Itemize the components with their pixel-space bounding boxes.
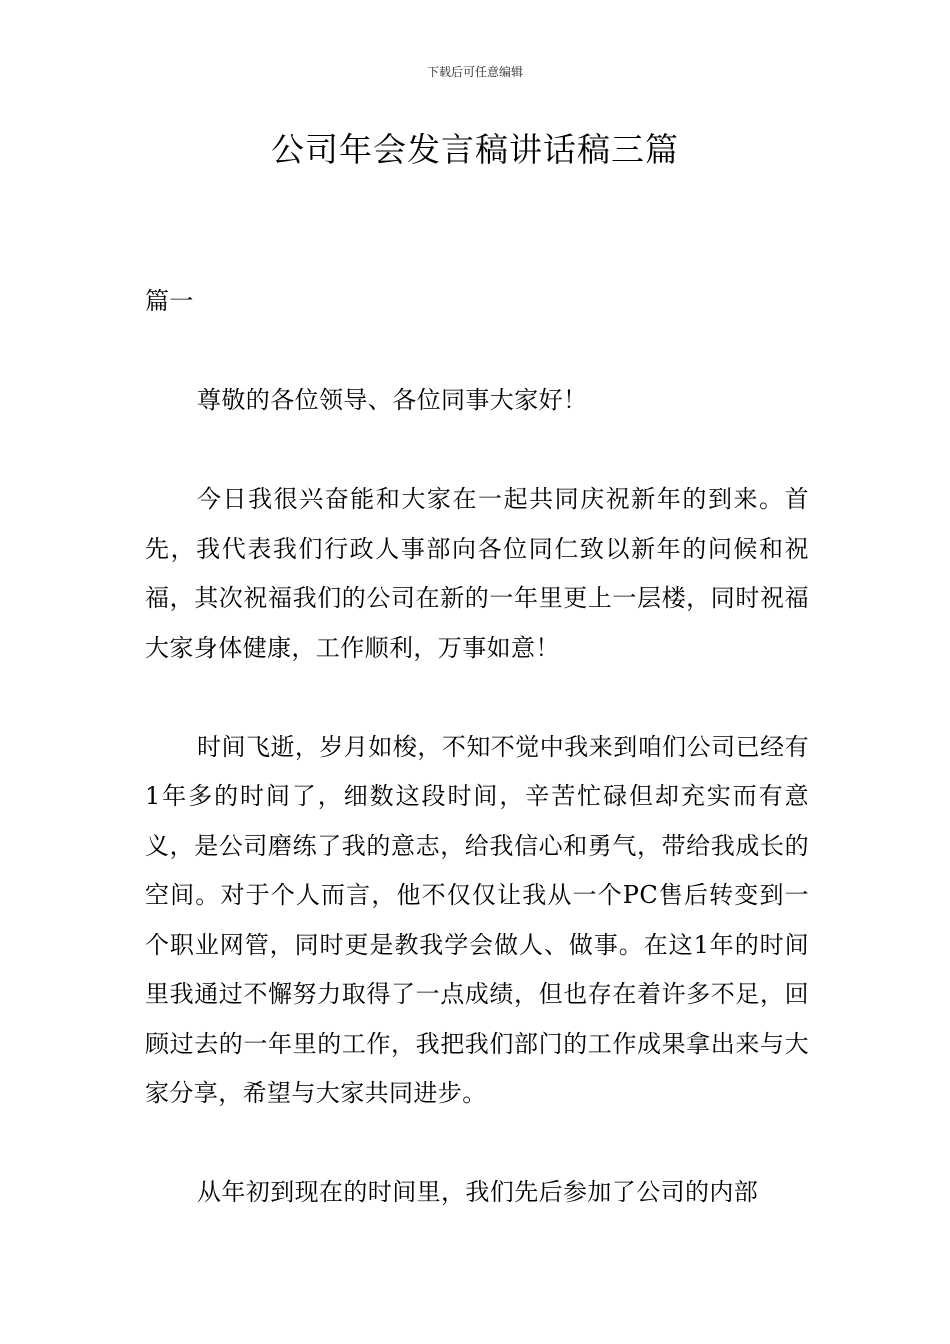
paragraph-review: 时间飞逝，岁月如梭，不知不觉中我来到咱们公司已经有1年多的时间了，细数这段时间，辛苦忙碌但却充实而有意义，是公司磨练了我的意志，给我信心和勇气，带给我成长的空间。对于个人而言，他不仅仅让我从一个PC售后转变到一个职业网管，同时更是教我学会做人、做事。在这1年的时间里我通过不懈努力取得了一点成绩，但也存在着许多不足，回顾过去的一年里的工作，我把我们部门的工作成果拿出来与大家分享，希望与大家共同进步。 bbox=[145, 732, 809, 1107]
paragraph-greeting: 尊敬的各位领导、各位同事大家好！ bbox=[197, 386, 588, 414]
document-body bbox=[145, 277, 809, 1218]
page-header: 下载后可任意编辑 bbox=[426, 65, 523, 79]
paragraph-work: 从年初到现在的时间里，我们先后参加了公司的内部 bbox=[197, 1178, 759, 1206]
section-heading: 篇一 bbox=[145, 287, 194, 315]
document-title: 公司年会发言稿讲话稿三篇 bbox=[271, 130, 679, 169]
paragraph-new-year: 今日我很兴奋能和大家在一起共同庆祝新年的到来。首先，我代表我们行政人事部向各位同仁致以新年的问候和祝福，其次祝福我们的公司在新的一年里更上一层楼，同时祝福大家身体健康，工作顺利，万事如意！ bbox=[145, 485, 809, 662]
